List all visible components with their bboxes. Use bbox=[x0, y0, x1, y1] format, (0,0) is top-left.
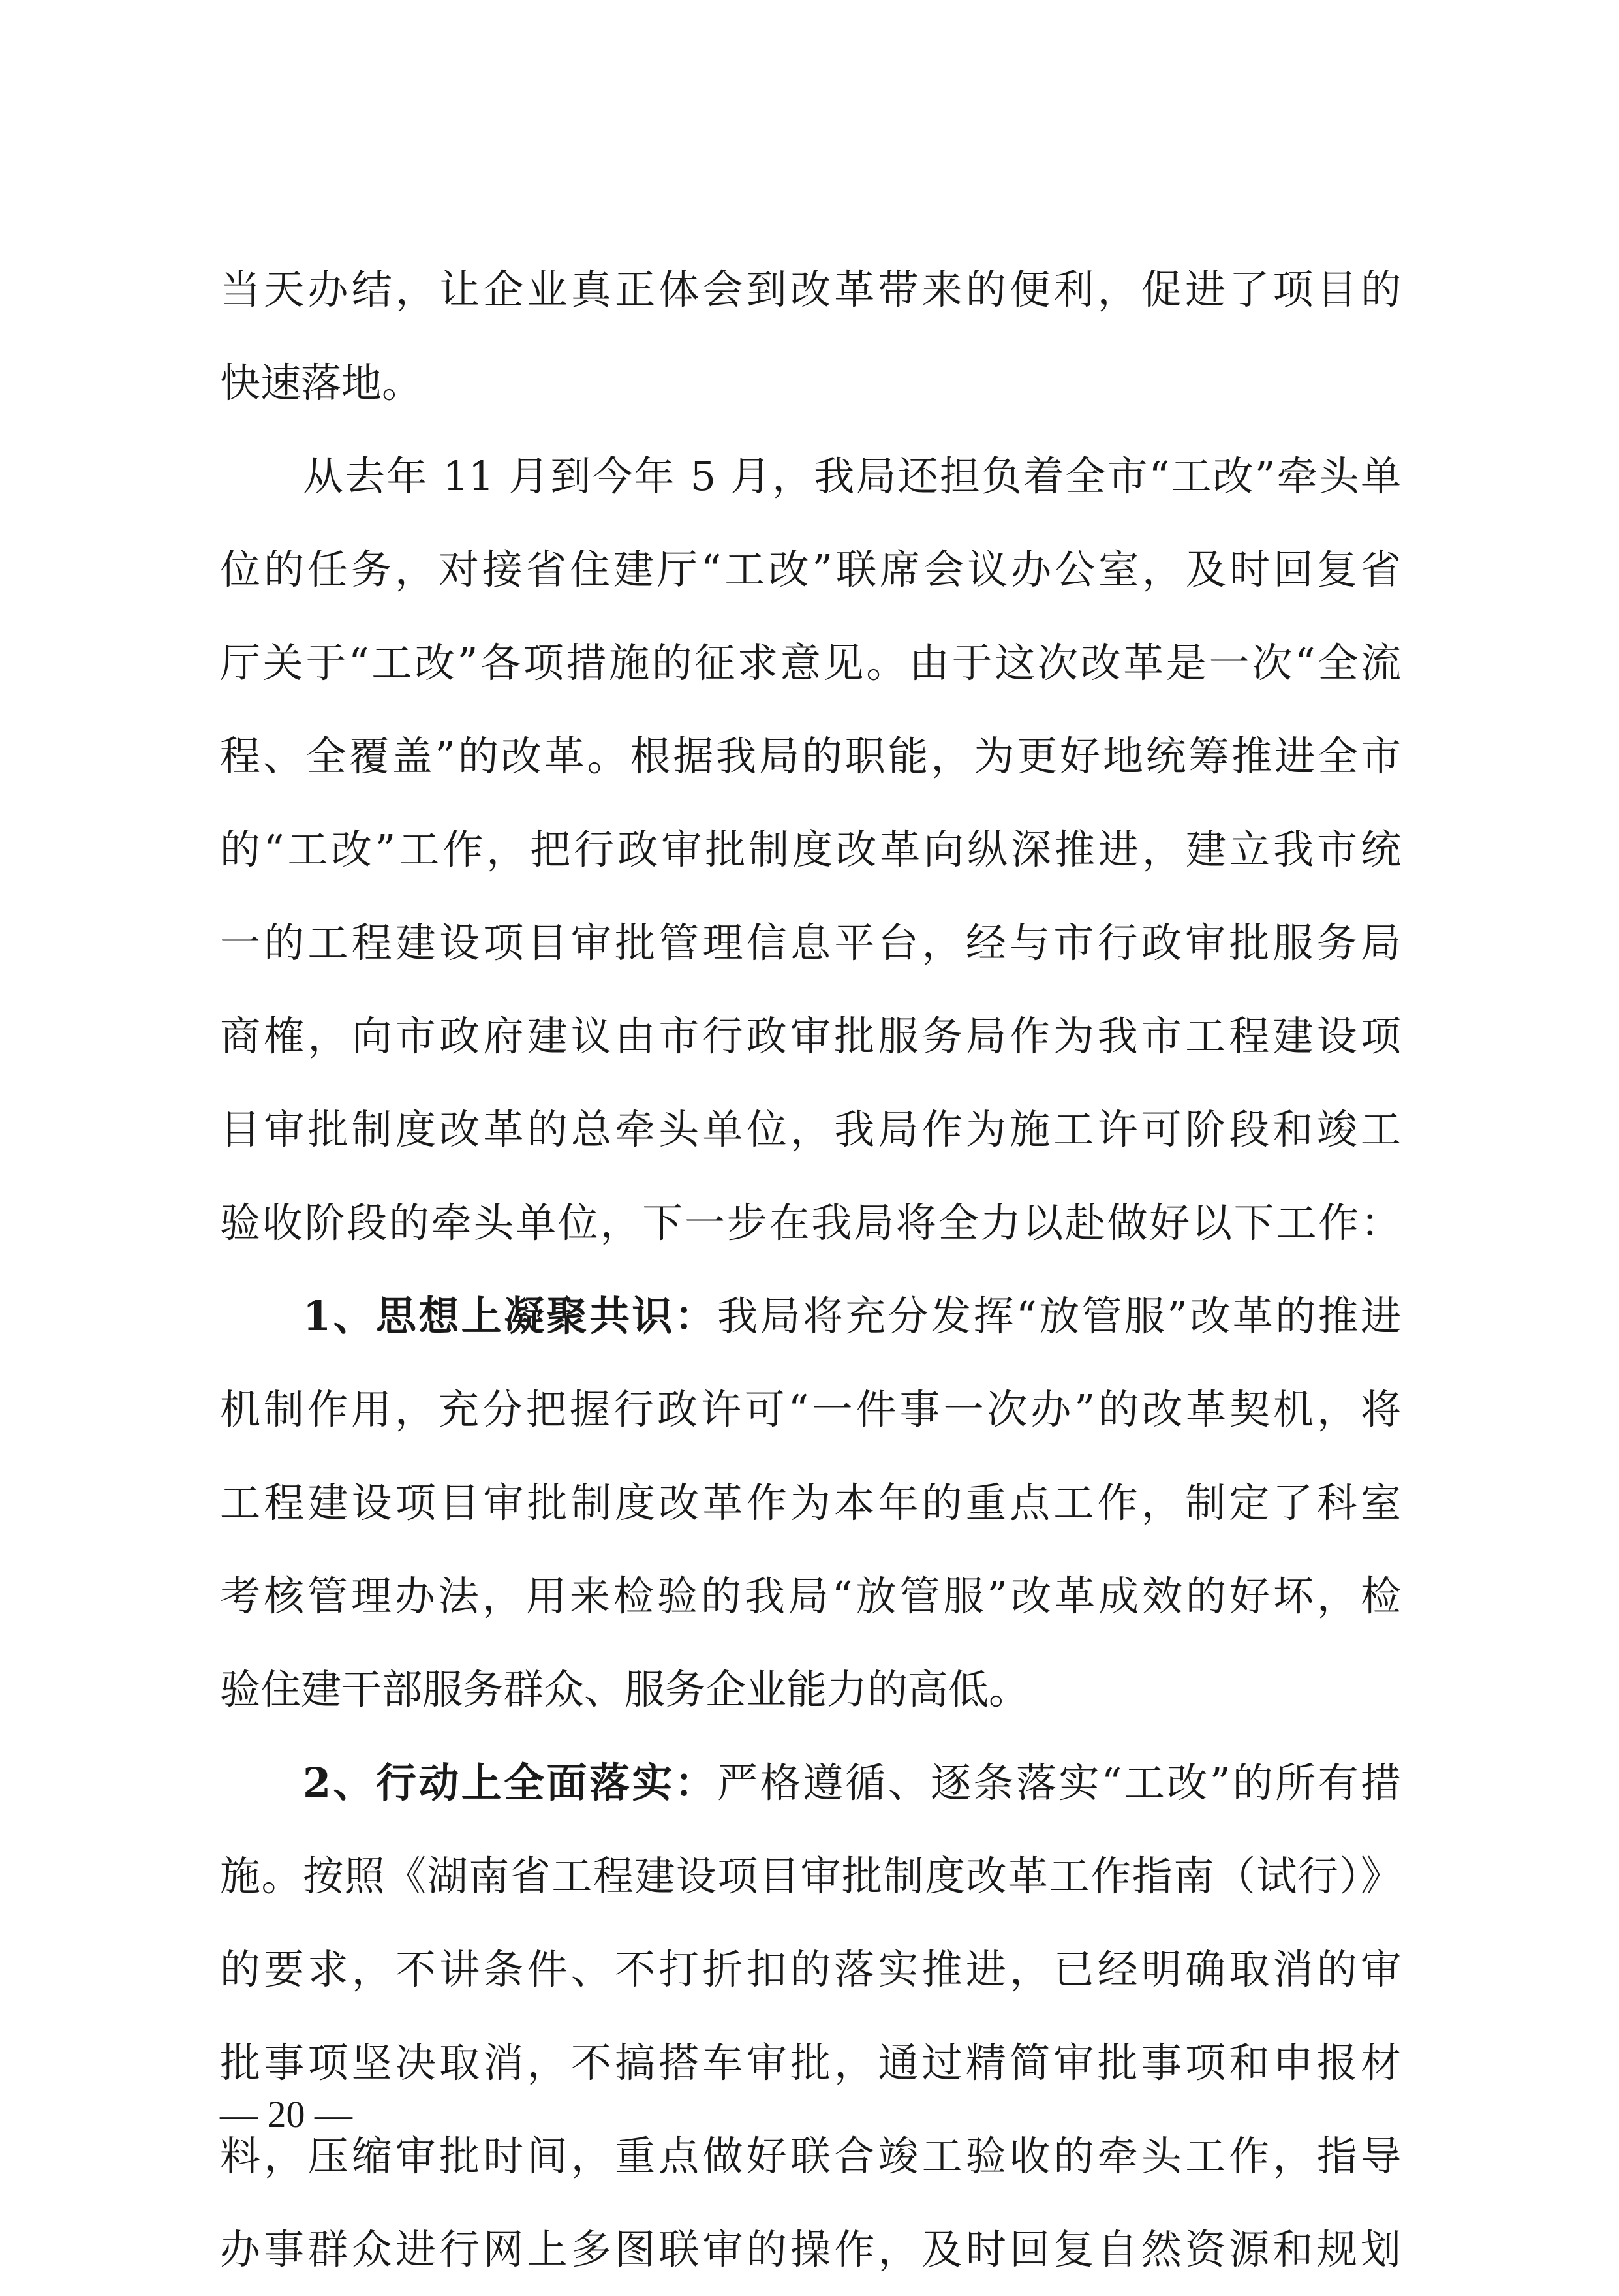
paragraph-line: 厅关于“工改”各项措施的征求意见。由于这次改革是一次“全流 bbox=[220, 639, 1401, 687]
paragraph-line: 批事项坚决取消，不搞搭车审批，通过精简审批事项和申报材 bbox=[220, 2039, 1401, 2087]
paragraph-line: 机制作用，充分把握行政许可“一件事一次办”的改革契机，将 bbox=[220, 1386, 1401, 1433]
paragraph-line: 验住建干部服务群众、服务企业能力的高低。 bbox=[220, 1666, 1030, 1713]
paragraph-line: 料，压缩审批时间，重点做好联合竣工验收的牵头工作，指导 bbox=[220, 2132, 1401, 2180]
paragraph-first-line bbox=[220, 1269, 1401, 1363]
paragraph-line: 验收阶段的牵头单位，下一步在我局将全力以赴做好以下工作： bbox=[220, 1199, 1401, 1247]
paragraph-line: 办事群众进行网上多图联审的操作，及时回复自然资源和规划 bbox=[220, 2226, 1401, 2273]
page-number: — 20 — bbox=[220, 2093, 352, 2135]
paragraph-line: 的“工改”工作，把行政审批制度改革向纵深推进，建立我市统 bbox=[220, 826, 1401, 873]
paragraph-first-line bbox=[220, 1736, 1401, 1829]
paragraph-line: 一的工程建设项目审批管理信息平台，经与市行政审批服务局 bbox=[220, 919, 1401, 967]
paragraph-line: 程、全覆盖”的改革。根据我局的职能，为更好地统筹推进全市 bbox=[220, 732, 1401, 780]
paragraph-line: 位的任务，对接省住建厅“工改”联席会议办公室，及时回复省 bbox=[220, 546, 1401, 593]
body-text bbox=[220, 243, 1401, 2296]
paragraph-line: 的要求，不讲条件、不打折扣的落实推进，已经明确取消的审 bbox=[220, 1946, 1401, 1993]
paragraph-line: 目审批制度改革的总牵头单位，我局作为施工许可阶段和竣工 bbox=[220, 1106, 1401, 1153]
paragraph-line: 当天办结，让企业真正体会到改革带来的便利，促进了项目的 bbox=[220, 266, 1401, 313]
paragraph-text: 我局将充分发挥“放管服”改革的推进 bbox=[717, 1292, 1401, 1340]
paragraph-line: 商榷，向市政府建议由市行政审批服务局作为我市工程建设项 bbox=[220, 1012, 1401, 1060]
paragraph-line: 从去年 11 月到今年 5 月，我局还担负着全市“工改”牵头单 bbox=[303, 452, 1401, 500]
section-heading: 1、思想上凝聚共识： bbox=[303, 1292, 718, 1340]
paragraph-text: 严格遵循、逐条落实“工改”的所有措 bbox=[717, 1759, 1401, 1807]
paragraph-line: 施。按照《湖南省工程建设项目审批制度改革工作指南（试行）》 bbox=[220, 1852, 1401, 1900]
paragraph-line: 考核管理办法，用来检验的我局“放管服”改革成效的好坏，检 bbox=[220, 1572, 1401, 1620]
paragraph-line: 工程建设项目审批制度改革作为本年的重点工作，制定了科室 bbox=[220, 1479, 1401, 1527]
paragraph-line: 快速落地。 bbox=[220, 359, 423, 407]
section-heading: 2、行动上全面落实： bbox=[303, 1759, 718, 1807]
